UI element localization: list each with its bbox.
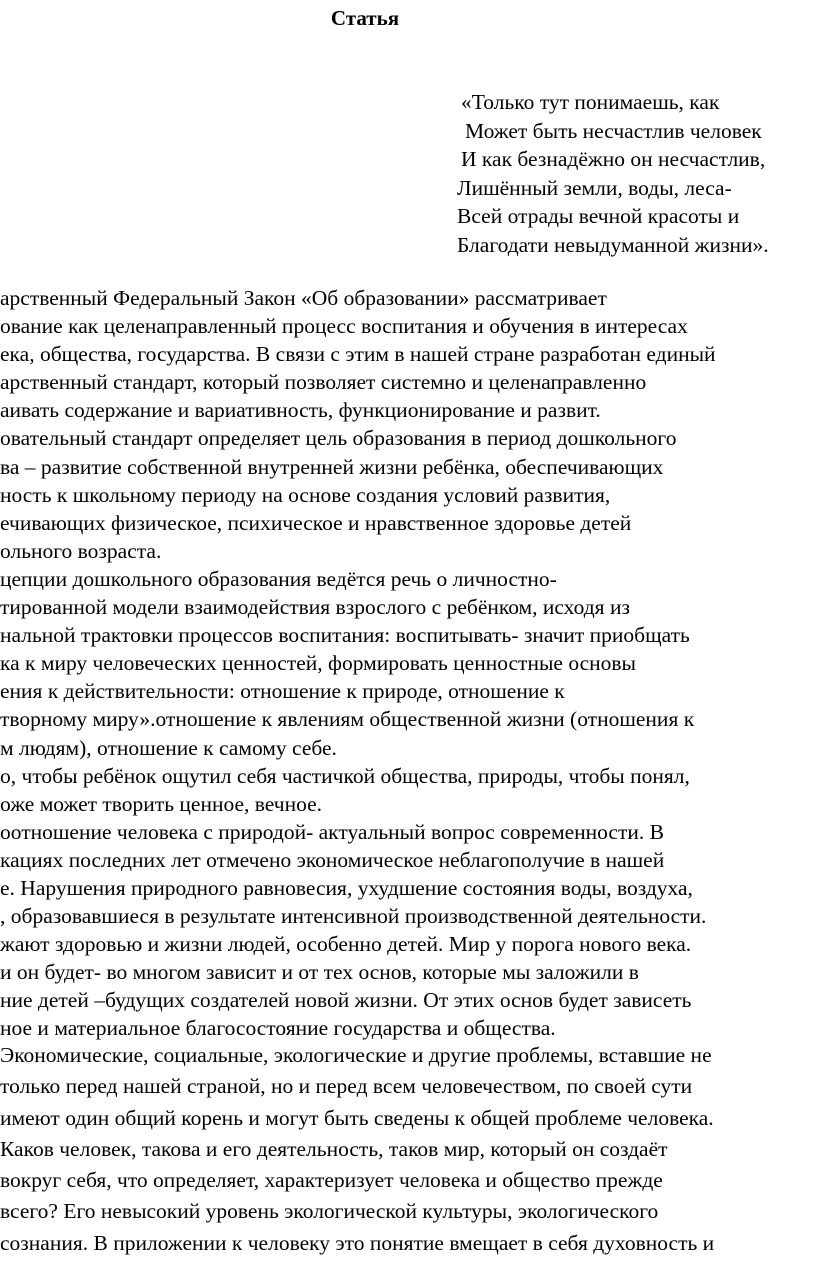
body-line: о, чтобы ребёнок ощутил себя частичкой общества, природы, чтобы понял, — [0, 763, 690, 788]
body-line: только перед нашей страной, но и перед всем человечеством, по своей сути — [0, 1074, 693, 1099]
article-body — [0, 284, 816, 1043]
body-line: ность к школьному периоду на основе создания условий развития, — [0, 482, 611, 507]
epigraph-line: Лишённый земли, воды, леса- — [457, 175, 732, 200]
body-line: , образовавшиеся в результате интенсивной производственной деятельности. — [0, 904, 707, 929]
article-title: Статья — [330, 6, 400, 30]
body-line: цепции дошкольного образования ведётся речь о личностно- — [0, 566, 557, 591]
body-line: ние детей –будущих создателей новой жизни. От этих основ будет зависеть — [0, 988, 692, 1013]
article-body-continued — [0, 1040, 816, 1259]
epigraph-line: «Только тут понимаешь, как — [461, 90, 720, 114]
epigraph-line: И как безнадёжно он несчастлив, — [461, 147, 766, 171]
body-line: ения к действительности: отношение к природе, отношение к — [0, 679, 565, 704]
body-line: арственный Федеральный Закон «Об образовании» рассматривает — [0, 286, 607, 310]
body-line: оже может творить ценное, вечное. — [0, 791, 323, 816]
body-line: вокруг себя, что определяет, характеризует человека и общество прежде — [0, 1168, 663, 1193]
body-line: жают здоровью и жизни людей, особенно детей. Мир у порога нового века. — [0, 932, 692, 957]
body-line: ование как целенаправленный процесс воспитания и обучения в интересах — [0, 314, 688, 339]
body-line: ека, общества, государства. В связи с этим в нашей стране разработан единый — [0, 342, 716, 367]
body-line: и он будет- во многом зависит и от тех основ, которые мы заложили в — [0, 960, 639, 985]
body-line: ное и материальное благосостояние государства и общества. — [0, 1016, 556, 1041]
body-line: ка к миру человеческих ценностей, формировать ценностные основы — [0, 651, 637, 676]
body-line: всего? Его невысокий уровень экологической культуры, экологического — [0, 1199, 659, 1224]
epigraph-line: Может быть несчастлив человек — [465, 118, 762, 143]
body-line: е. Нарушения природного равновесия, ухудшение состояния воды, воздуха, — [0, 875, 693, 900]
epigraph-quote — [455, 88, 769, 259]
body-line: ва – развитие собственной внутренней жизни ребёнка, обеспечивающих — [0, 454, 664, 479]
epigraph-line: Всей отрады вечной красоты и — [457, 204, 740, 228]
body-line: оотношение человека с природой- актуальный вопрос современности. В — [0, 819, 664, 844]
epigraph-line: Благодати невыдуманной жизни». — [457, 232, 769, 257]
body-line: творному миру».отношение к явлениям общественной жизни (отношения к — [0, 707, 695, 732]
body-line: аивать содержание и вариативность, функционирование и развит. — [0, 398, 601, 423]
body-line: Экономические, социальные, экологические и другие проблемы, вставшие не — [0, 1043, 712, 1067]
body-line: тированной модели взаимодействия взрослого с ребёнком, исходя из — [0, 595, 630, 620]
body-line: сознания. В приложении к человеку это понятие вмещает в себя духовность и — [0, 1230, 715, 1255]
body-line: Каков человек, такова и его деятельность, таков мир, который он создаёт — [0, 1136, 668, 1161]
body-line: ольного возраста. — [0, 538, 162, 563]
body-line: кациях последних лет отмечено экономическое неблагополучие в нашей — [0, 847, 665, 872]
body-line: нальной трактовки процессов воспитания: воспитывать- значит приобщать — [0, 623, 690, 648]
body-line: имеют один общий корень и могут быть сведены к общей проблеме человека. — [0, 1105, 714, 1130]
body-line: овательный стандарт определяет цель образования в период дошкольного — [0, 426, 677, 451]
body-line: арственный стандарт, который позволяет системно и целенаправленно — [0, 370, 647, 395]
body-line: ечивающих физическое, психическое и нравственное здоровье детей — [0, 510, 632, 535]
body-line: м людям), отношение к самому себе. — [0, 735, 337, 760]
